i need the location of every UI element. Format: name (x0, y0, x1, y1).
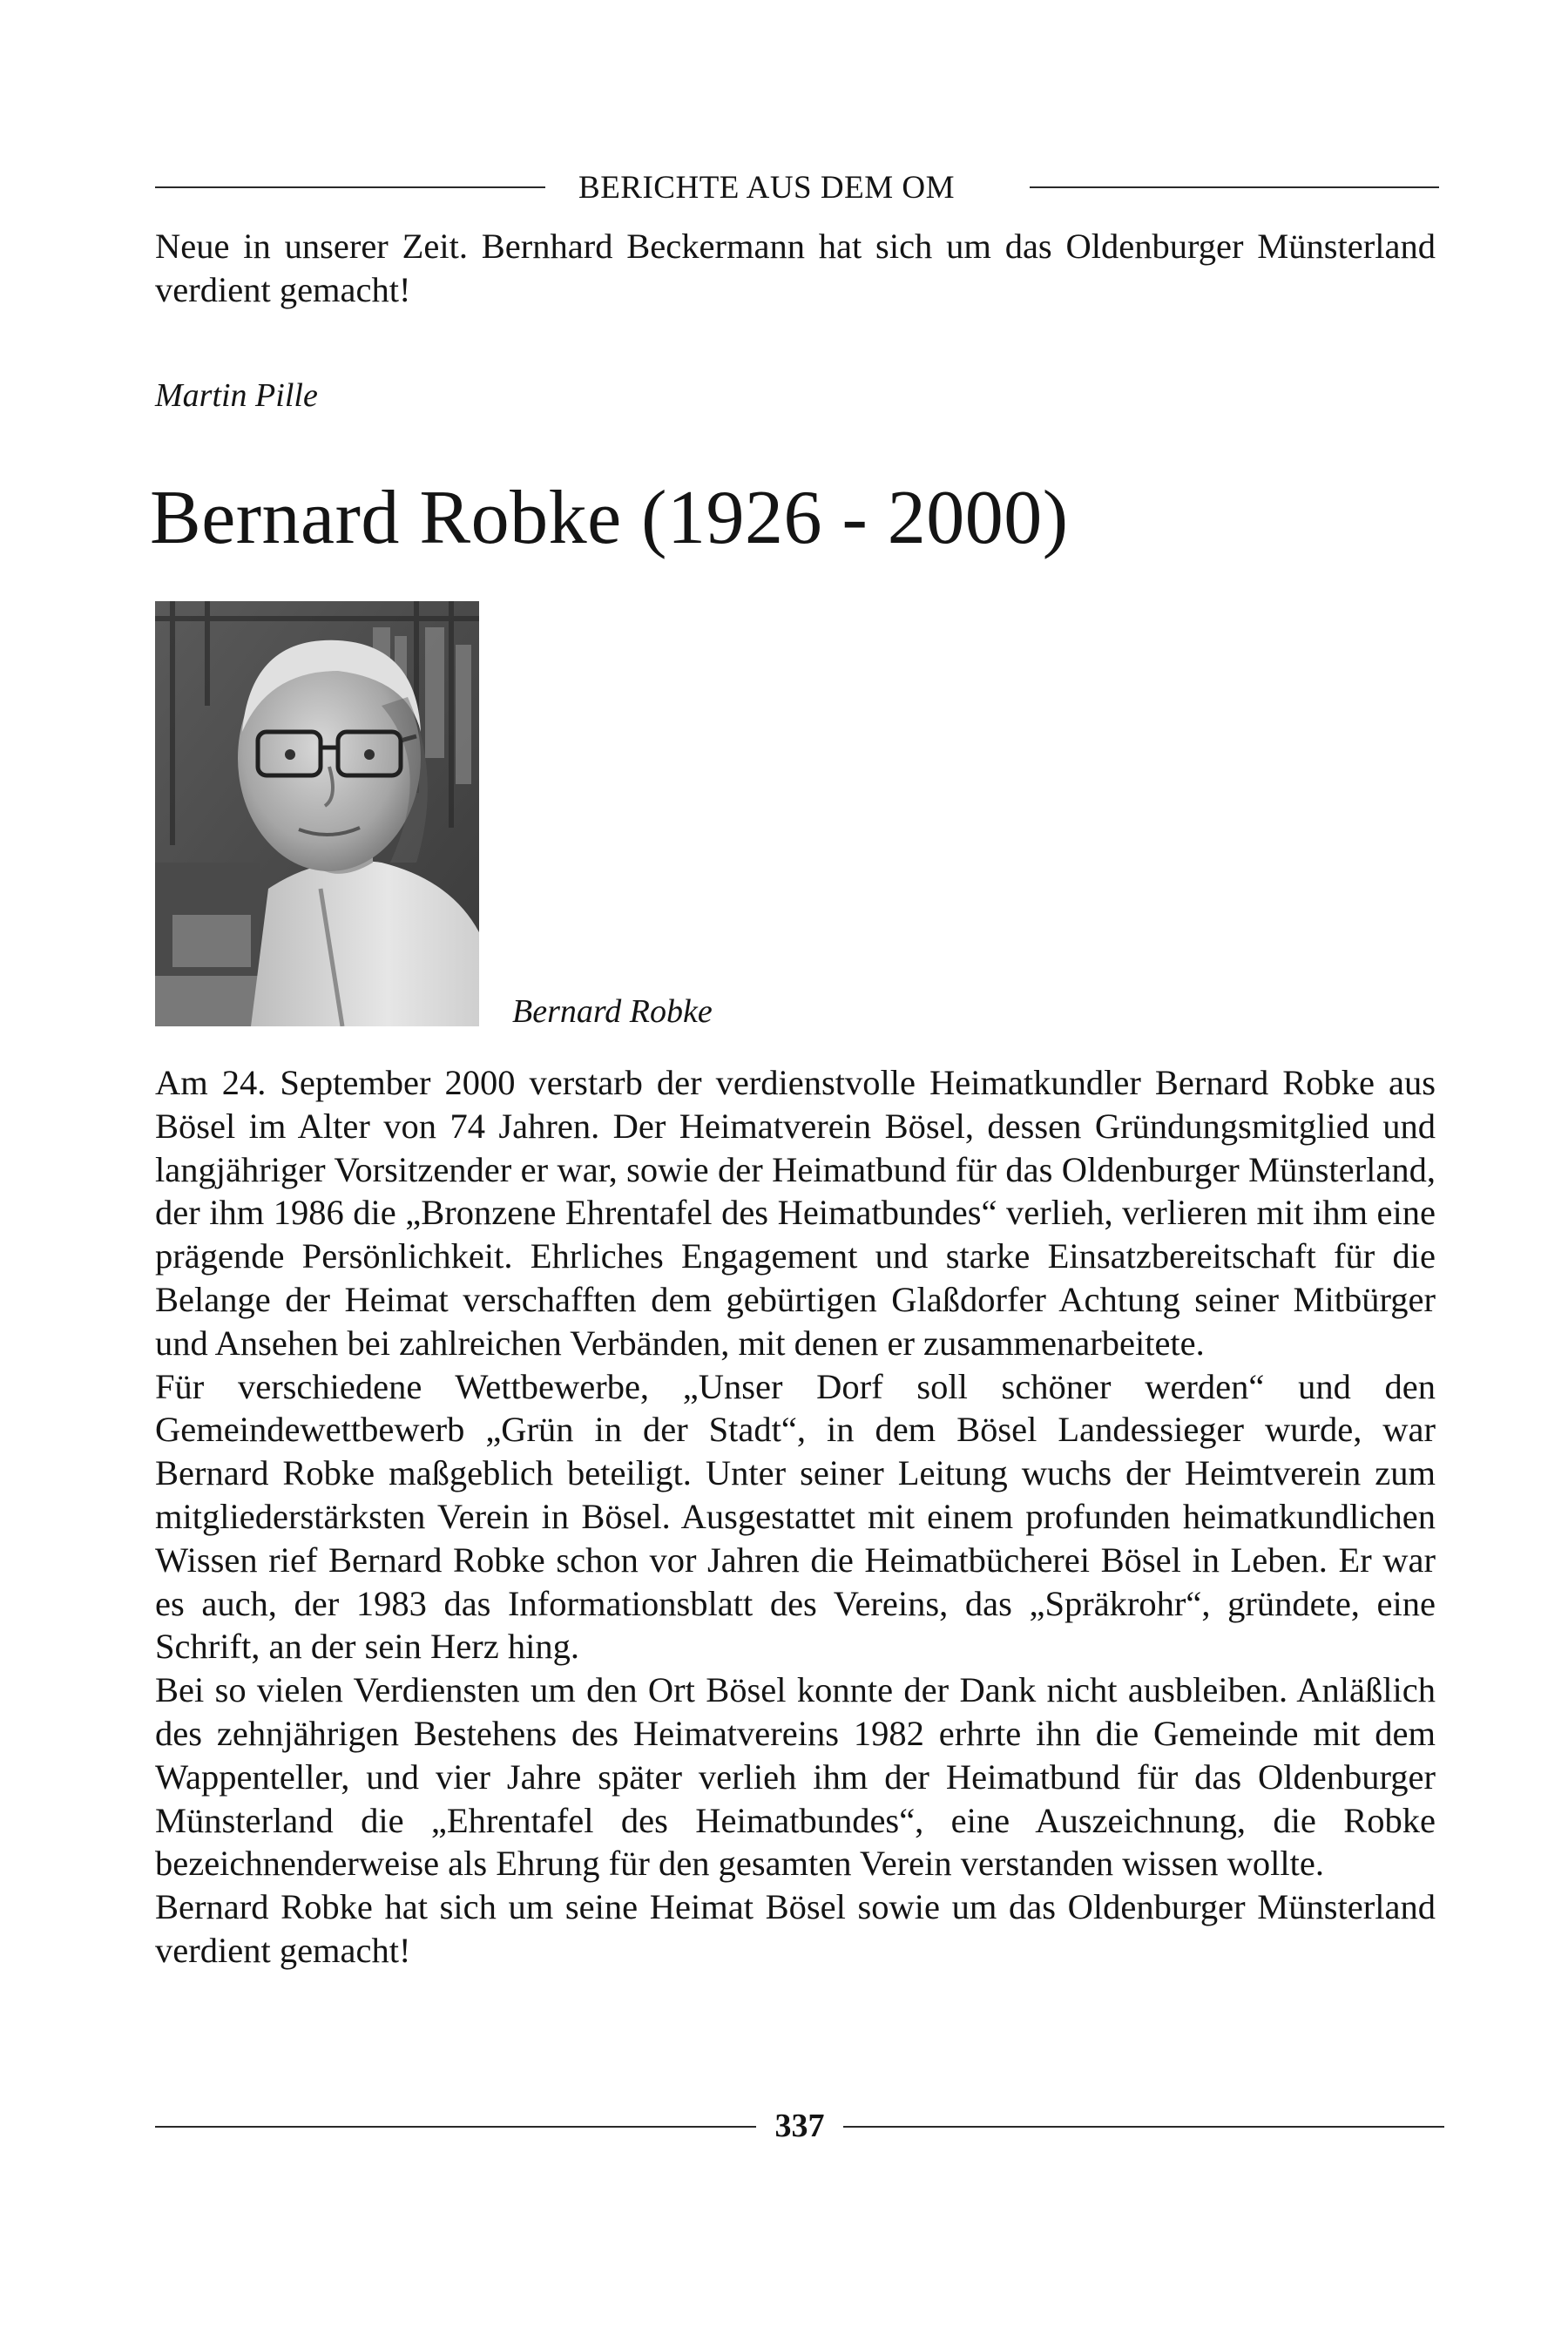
running-header-text: BERICHTE AUS DEM OM (578, 170, 955, 206)
body-paragraph: Für verschiedene Wettbewerbe, „Unser Dorf soll schöner werden“ und den Gemeindewettbewerb „Grün in der Stadt“, in dem Bösel Landessieger wurde, war Bernard Robke maßgeblich beteiligt. Unter seiner Leitung wuchs der Heimtverein zum mitgliederstärksten Verein in Bösel. Ausgestattet mit einem profunden heimatkundlichen Wissen rief Bernard Robke schon vor Jahren die Heimatbücherei Bösel in Leben. Er war es auch, der 1983 das Informationsblatt des Vereins, das „Spräkrohr“, gründete, eine Schrift, an der sein Herz hing. (155, 1366, 1436, 1667)
footer-rule-right (843, 2126, 1444, 2128)
article-title: Bernard Robke (1926 - 2000) (150, 476, 1069, 560)
page-number-text: 337 (774, 2108, 825, 2144)
photo-caption: Bernard Robke (512, 993, 713, 1030)
body-paragraph: Bernard Robke hat sich um seine Heimat Bösel sowie um das Oldenburger Münsterland verdient gemacht! (155, 1887, 1436, 1970)
body-paragraph: Bei so vielen Verdiensten um den Ort Bösel konnte der Dank nicht ausbleiben. Anläßlich des zehnjährigen Bestehens des Heimatvereins 1982 erhrte ihn die Gemeinde mit dem Wappenteller, und vier Jahre später verlieh ihm der Heimatbund für das Oldenburger Münsterland die „Ehrentafel des Heimatbundes“, eine Auszeichnung, die Robke bezeichnenderweise als Ehrung für den gesamten Verein verstanden wissen wollte. (155, 1670, 1436, 1884)
intro-text-block (155, 225, 1436, 312)
portrait-image (155, 601, 479, 1026)
running-header (0, 166, 1568, 211)
body-paragraph: Am 24. September 2000 verstarb der verdienstvolle Heimatkundler Bernard Robke aus Bösel im Alter von 74 Jahren. Der Heimatverein Bösel, dessen Gründungsmitglied und langjähriger Vorsitzender er war, sowie der Heimatbund für das Oldenburger Münsterland, der ihm 1986 die „Bronzene Ehrentafel des Heimatbundes“ verlieh, verlieren mit ihm eine prägende Persönlichkeit. Ehrliches Engagement und starke Einsatzbereitschaft für die Belange der Heimat verschafften dem gebürtigen Glaßdorfer Achtung seiner Mitbürger und Ansehen bei zahlreichen Verbänden, mit denen er zusammenarbeitete. (155, 1063, 1436, 1363)
article-body (155, 1061, 1436, 1973)
header-rule-right (1030, 186, 1439, 188)
article-author: Martin Pille (155, 377, 318, 414)
portrait-photo (155, 601, 479, 1026)
intro-paragraph: Neue in unserer Zeit. Bernhard Beckermann hat sich um das Oldenburger Münsterland verdient gemacht! (155, 227, 1436, 309)
